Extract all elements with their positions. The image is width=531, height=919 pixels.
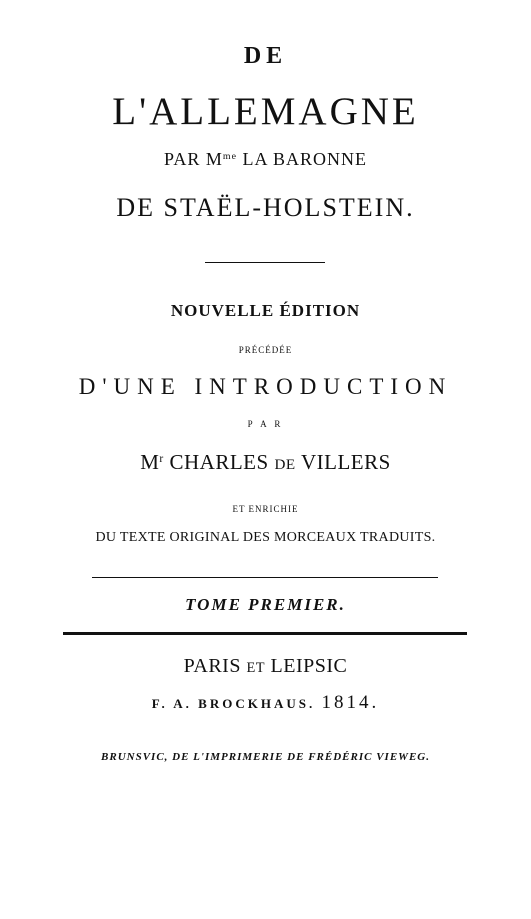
author-prefix-sup: me	[222, 151, 237, 163]
author-prefix: PAR M	[164, 149, 223, 169]
editor-particle: DE	[274, 457, 296, 473]
publisher-line	[0, 693, 531, 712]
author-title: LA BARONNE	[242, 149, 367, 169]
place-paris: PARIS	[183, 655, 241, 677]
publisher-name: F. A. BROCKHAUS.	[151, 696, 316, 711]
editor-last: VILLERS	[300, 450, 391, 474]
mid-rule	[92, 577, 438, 578]
preceded-label: PRÉCÉDÉE	[238, 345, 293, 355]
publication-year: 1814.	[321, 692, 380, 713]
short-rule	[205, 262, 325, 263]
place-conjunction: ET	[246, 660, 266, 676]
heading-de: DE	[243, 43, 288, 69]
volume-label: TOME PREMIER.	[185, 595, 346, 614]
thick-rule	[63, 632, 467, 635]
author-name: DE STAËL-HOLSTEIN.	[116, 193, 415, 222]
edition-label: NOUVELLE ÉDITION	[170, 301, 361, 320]
author-line	[0, 150, 531, 168]
editor-first: CHARLES	[169, 450, 269, 474]
editor-line	[0, 452, 531, 473]
original-text-label: DU TEXTE ORIGINAL DES MORCEAUX TRADUITS.	[95, 530, 436, 545]
editor-prefix-sup: r	[159, 453, 164, 466]
main-title: L'ALLEMAGNE	[112, 90, 419, 133]
par-label: P A R	[247, 419, 284, 429]
introduction-label: D'UNE INTRODUCTION	[78, 374, 453, 399]
place-line	[0, 656, 531, 676]
printer-line: BRUNSVIC, DE L'IMPRIMERIE DE FRÉDÉRIC VIEWEG.	[101, 751, 430, 763]
enriched-label: ET ENRICHIE	[232, 504, 299, 514]
editor-prefix: M	[140, 450, 160, 474]
place-leipsic: LEIPSIC	[270, 655, 348, 677]
